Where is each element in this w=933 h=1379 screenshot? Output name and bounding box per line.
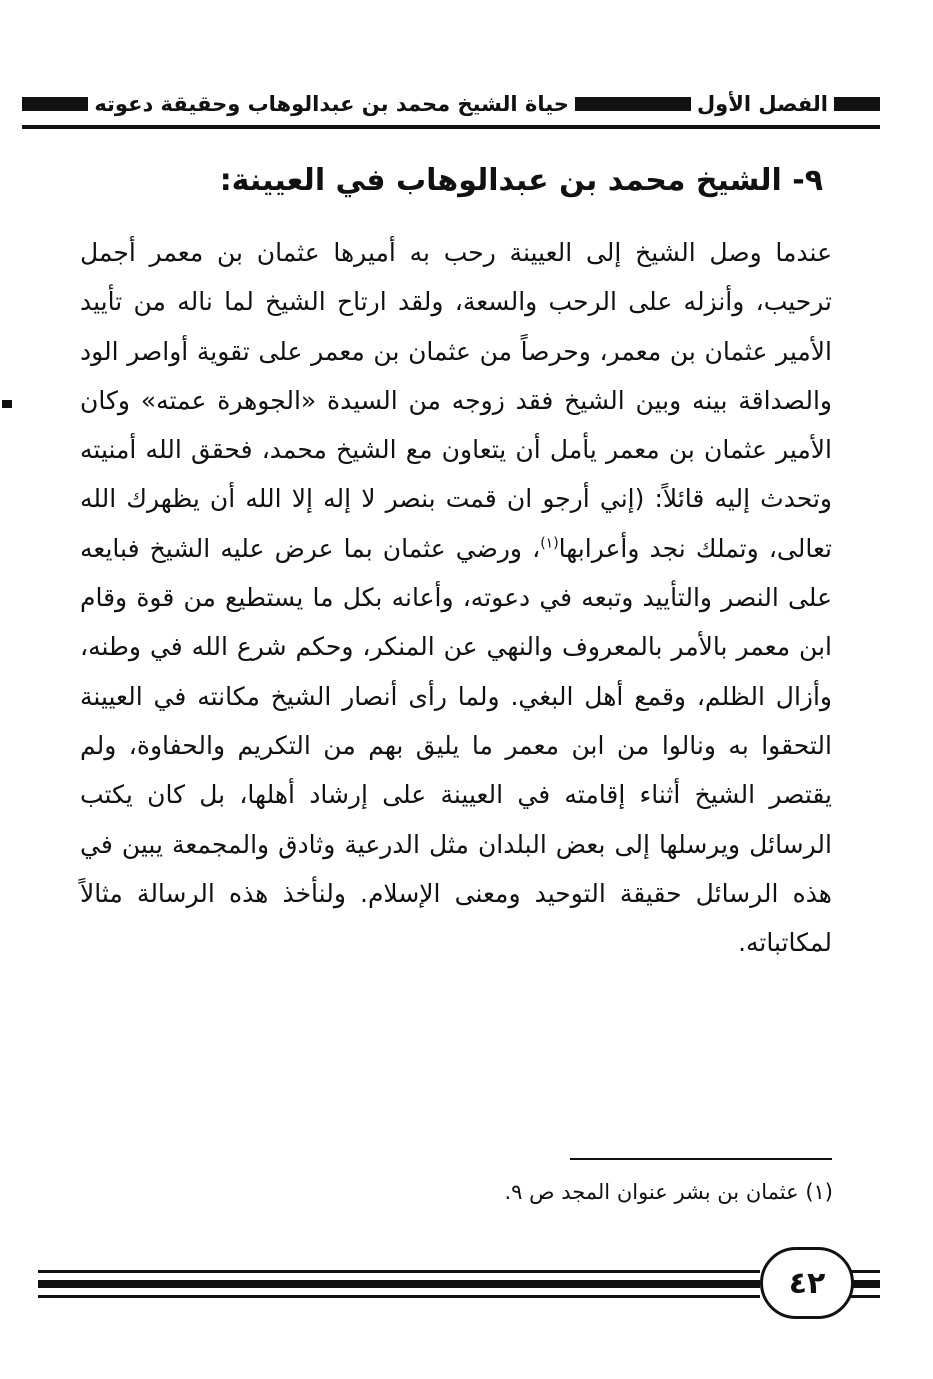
footnote-separator	[570, 1158, 832, 1160]
header-rule	[22, 125, 880, 129]
body-paragraph	[80, 228, 832, 967]
footer-rule	[848, 1270, 880, 1273]
book-title: حياة الشيخ محمد بن عبدالوهاب وحقيقة دعوته	[94, 92, 569, 116]
margin-mark	[2, 400, 12, 408]
header-bar	[22, 97, 88, 111]
footer-rule	[848, 1295, 880, 1298]
running-header	[22, 84, 880, 124]
page-number: ٤٢	[760, 1247, 854, 1319]
footer-rule	[38, 1270, 760, 1273]
header-bar	[834, 97, 880, 111]
section-heading: ٩- الشيخ محمد بن عبدالوهاب في العيينة:	[219, 163, 823, 198]
footnote-reference[interactable]: (١)	[540, 535, 559, 552]
footnote: (١) عثمان بن بشر عنوان المجد ص ٩.	[504, 1180, 833, 1204]
header-bar	[575, 97, 691, 111]
chapter-label: الفصل الأول	[696, 92, 828, 116]
body-text-end: ، ورضي عثمان بما عرض عليه الشيخ فبايعه على النصر والتأييد وتبعه في دعوته، وأعانه بكل ما يستطيع من قوة وقام ابن معمر بالأمر بالمعروف والنهي عن المنكر، وحكم شرع الله في وطنه، وأزال الظلم، وقمع أهل البغي. ولما رأى أنصار الشيخ مكانته في العيينة التحقوا به ونالوا من ابن معمر ما يليق بهم من التكريم والحفاوة، ولم يقتصر الشيخ أثناء إقامته في العيينة على إرشاد أهلها، بل كان يكتب الرسائل ويرسلها إلى بعض البلدان مثل الدرعية وثادق والمجمعة يبين في هذه الرسائل حقيقة التوحيد ومعنى الإسلام. ولنأخذ هذه الرسالة مثالاً لمكاتباته.	[80, 533, 832, 958]
footer-rule	[38, 1295, 760, 1298]
body-text-start: عندما وصل الشيخ إلى العيينة رحب به أميرها عثمان بن معمر أجمل ترحيب، وأنزله على الرحب والسعة، ولقد ارتاح الشيخ لما ناله من تأييد الأمير عثمان بن معمر، وحرصاً من عثمان بن معمر على تقوية أواصر الود والصداقة بينه وبين الشيخ فقد زوجه من السيدة «الجوهرة عمته» وكان الأمير عثمان بن معمر يأمل أن يتعاون مع الشيخ محمد، فحقق الله أمنيته وتحدث إليه قائلاً: (إني أرجو ان قمت بنصر لا إله إلا الله أن يظهرك الله تعالى، وتملك نجد وأعرابها	[80, 238, 832, 563]
footer-rule	[38, 1280, 760, 1288]
